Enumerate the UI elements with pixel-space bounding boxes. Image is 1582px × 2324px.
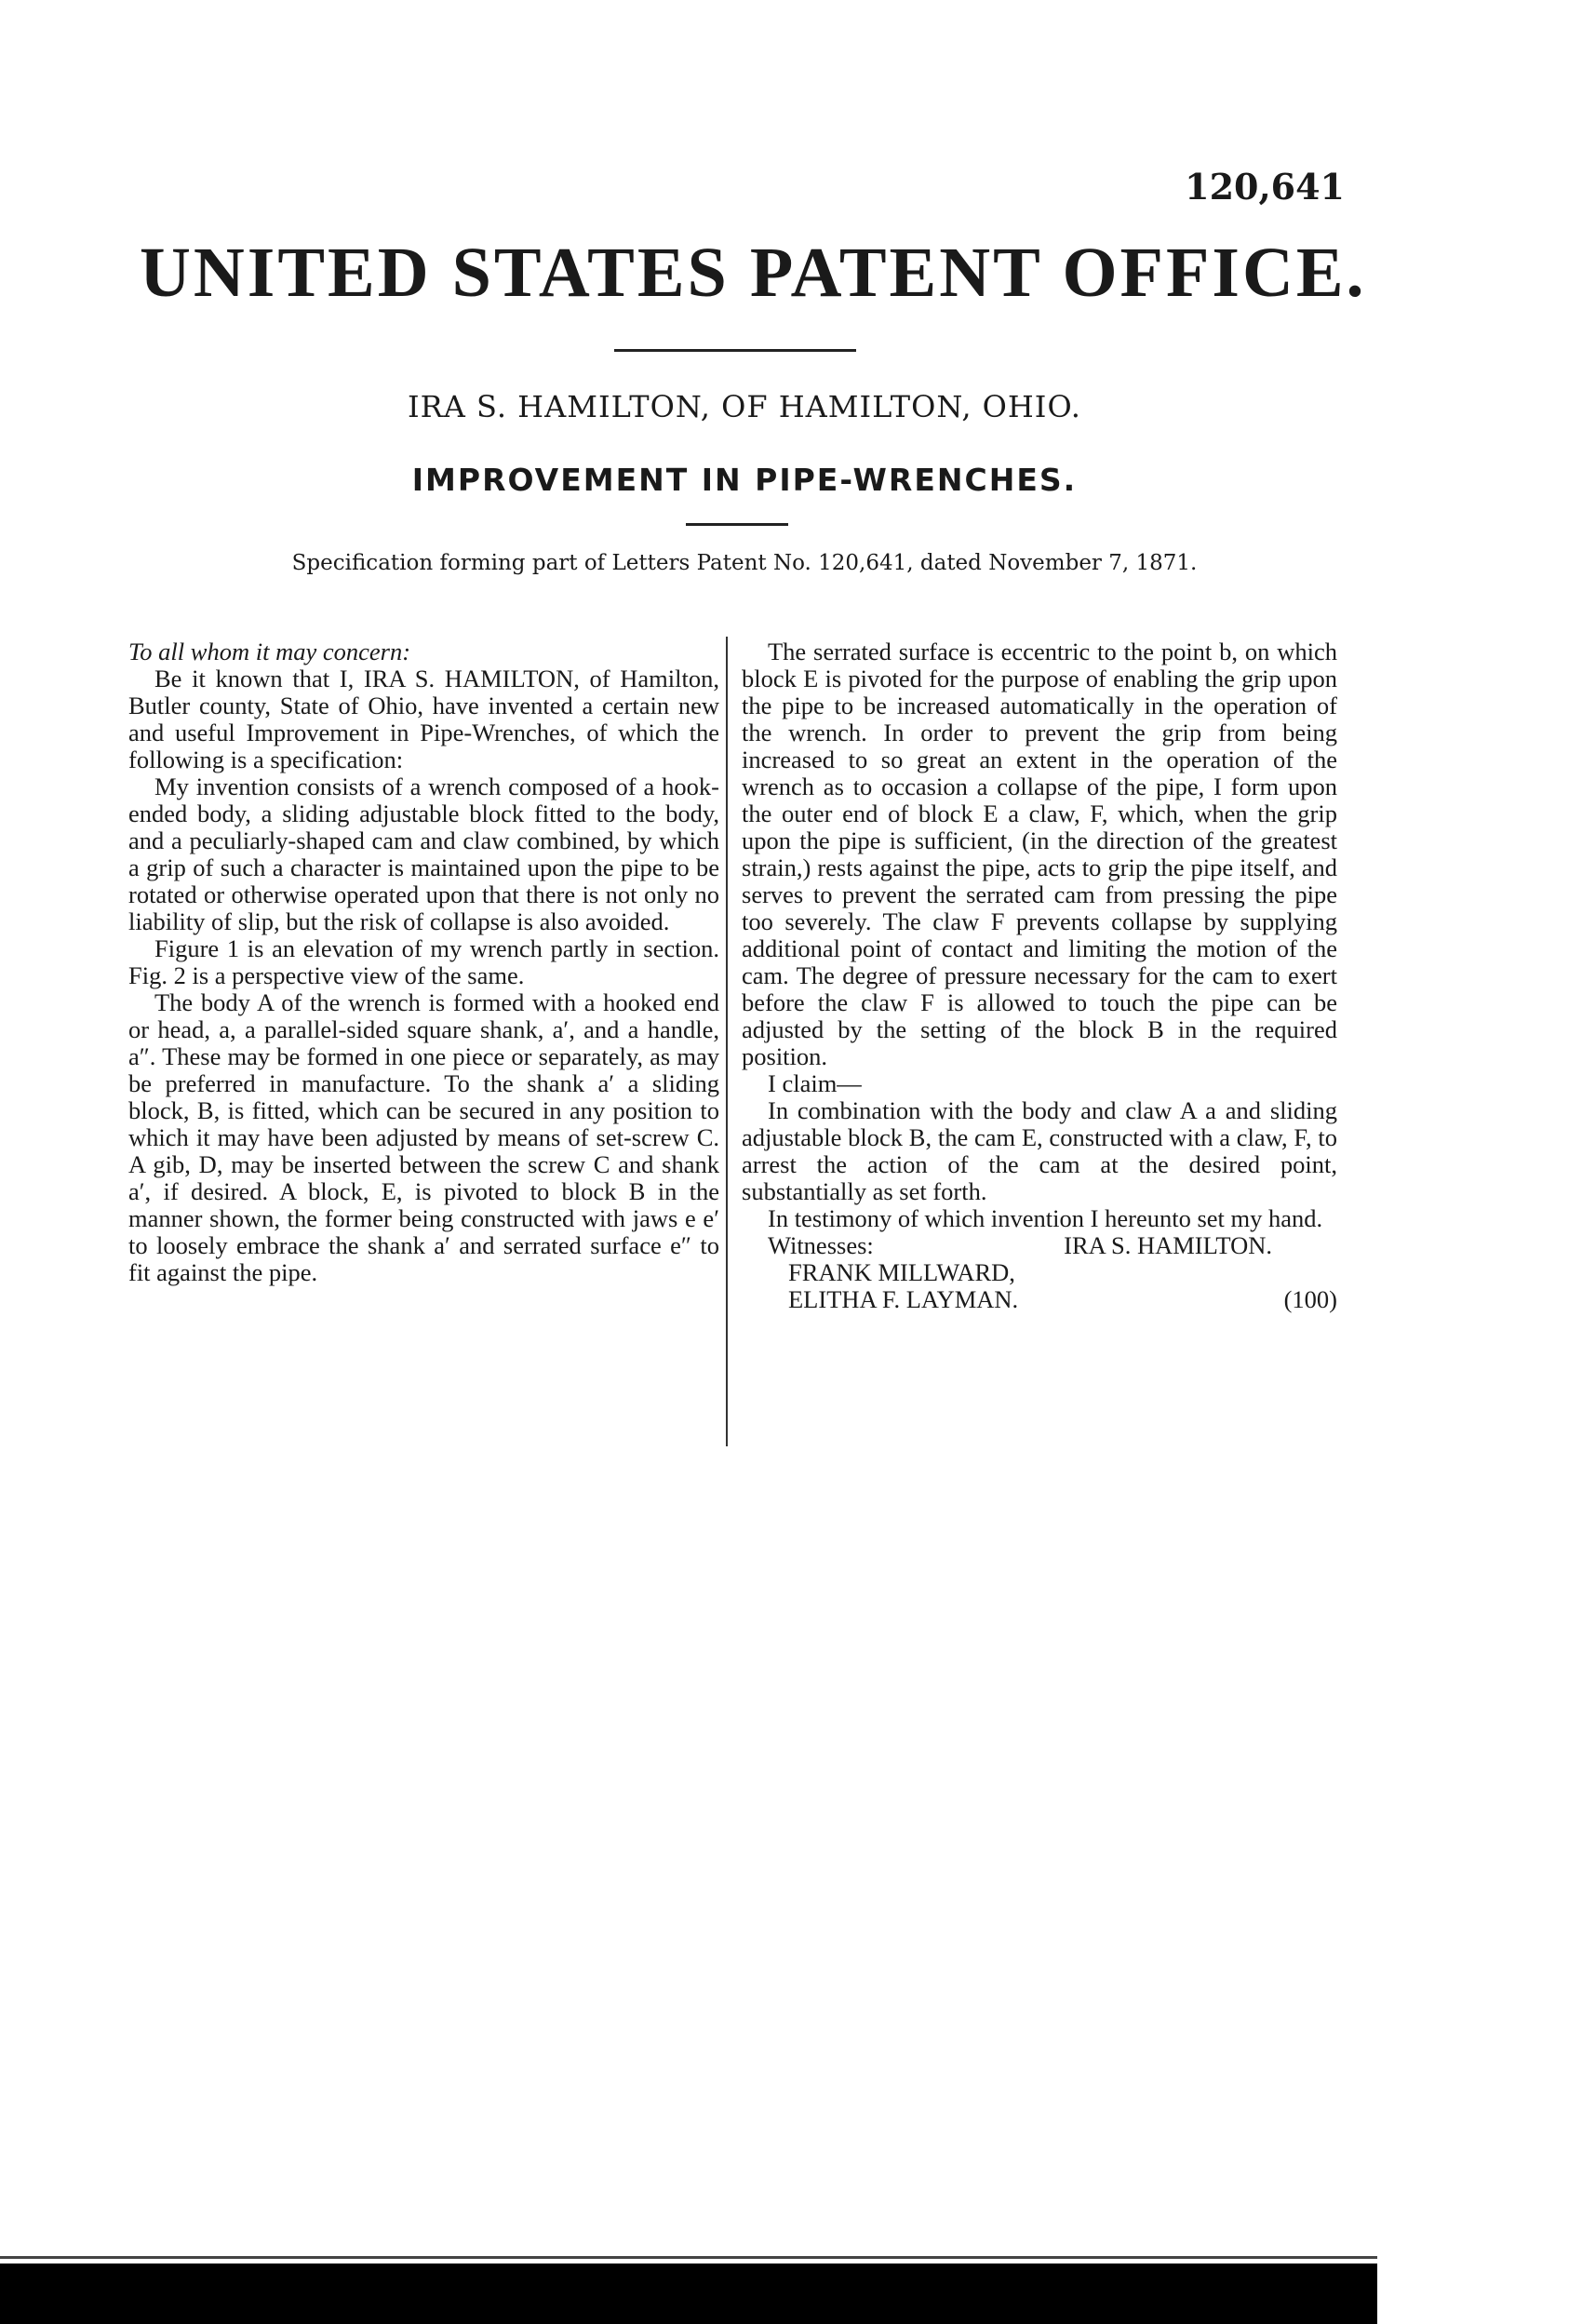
claim-text: In combination with the body and claw A a and sliding adjustable block B, the cam E, constructed with a claw, F, to arrest the action of the cam at the desired point, substantially as set forth.: [742, 1096, 1337, 1205]
paragraph: Be it known that I, IRA S. HAMILTON, of Hamilton, Butler county, State of Ohio, have invented a certain new and useful Improvement in Pipe-Wrenches, of which the following is a specification:: [128, 665, 719, 773]
right-column: [742, 638, 1337, 1313]
witness-name: FRANK MILLWARD,: [788, 1258, 1015, 1286]
title-divider: [686, 523, 788, 526]
witness-name: ELITHA F. LAYMAN.: [788, 1285, 1019, 1313]
column-divider: [726, 637, 728, 1446]
left-column: [128, 638, 719, 1286]
office-title: UNITED STATES PATENT OFFICE.: [140, 234, 1367, 312]
inventor-signature: IRA S. HAMILTON.: [1064, 1231, 1272, 1259]
inventor-line: IRA S. HAMILTON, OF HAMILTON, OHIO.: [408, 389, 1081, 424]
scan-edge-line: [0, 2256, 1377, 2259]
invention-title: IMPROVEMENT IN PIPE-WRENCHES.: [411, 462, 1078, 498]
witnesses-label: Witnesses:: [768, 1231, 874, 1259]
claim-intro: I claim—: [768, 1069, 862, 1097]
testimony: In testimony of which invention I hereunto set my hand.: [768, 1204, 1323, 1232]
paragraph: My invention consists of a wrench composed of a hook-ended body, a sliding adjustable block fitted to the body, and a peculiarly-shaped cam and claw combined, by which a grip of such a character is maintained upon the pipe to be rotated or otherwise operated upon that there is not only no liability of slip, but the risk of collapse is also avoided.: [128, 772, 719, 935]
scan-edge-bar: [0, 2264, 1377, 2324]
witness-last-row: [742, 1286, 1337, 1313]
page-reference: (100): [1283, 1285, 1337, 1313]
patent-number: 120,641: [1185, 166, 1345, 208]
salutation: To all whom it may concern:: [128, 638, 411, 665]
specification-line: Specification forming part of Letters Patent No. 120,641, dated November 7, 1871.: [291, 551, 1198, 575]
paragraph: The serrated surface is eccentric to the point b, on which block E is pivoted for the purpose of enabling the grip upon the pipe to be increased automatically in the operation of the wrench. In order to prevent the grip from being increased to so great an extent in the operation of the wrench as to occasion a collapse of the pipe, I form upon the outer end of block E a claw, F, which, when the grip upon the pipe is sufficient, (in the direction of the greatest strain,) rests against the pipe, acts to grip the pipe itself, and serves to prevent the serrated cam from pressing the pipe too severely. The claw F prevents collapse by supplying additional point of contact and limiting the motion of the cam. The degree of pressure necessary for the cam to exert before the claw F is allowed to touch the pipe can be adjusted by the setting of the block B in the required position.: [742, 638, 1337, 1070]
header-divider: [614, 349, 856, 352]
paragraph: Figure 1 is an elevation of my wrench partly in section. Fig. 2 is a perspective view of the same.: [128, 934, 719, 989]
paragraph: The body A of the wrench is formed with a hooked end or head, a, a parallel-sided square shank, a′, and a handle, a″. These may be formed in one piece or separately, as may be preferred in manufacture. To the shank a′ a sliding block, B, is fitted, which can be secured in any position to which it may have been adjusted by means of set-screw C. A gib, D, may be inserted between the screw C and shank a′, if desired. A block, E, is pivoted to block B in the manner shown, the former being constructed with jaws e e′ to loosely embrace the shank a′ and serrated surface e″ to fit against the pipe.: [128, 988, 719, 1286]
witness-signature-row: [742, 1232, 1337, 1259]
